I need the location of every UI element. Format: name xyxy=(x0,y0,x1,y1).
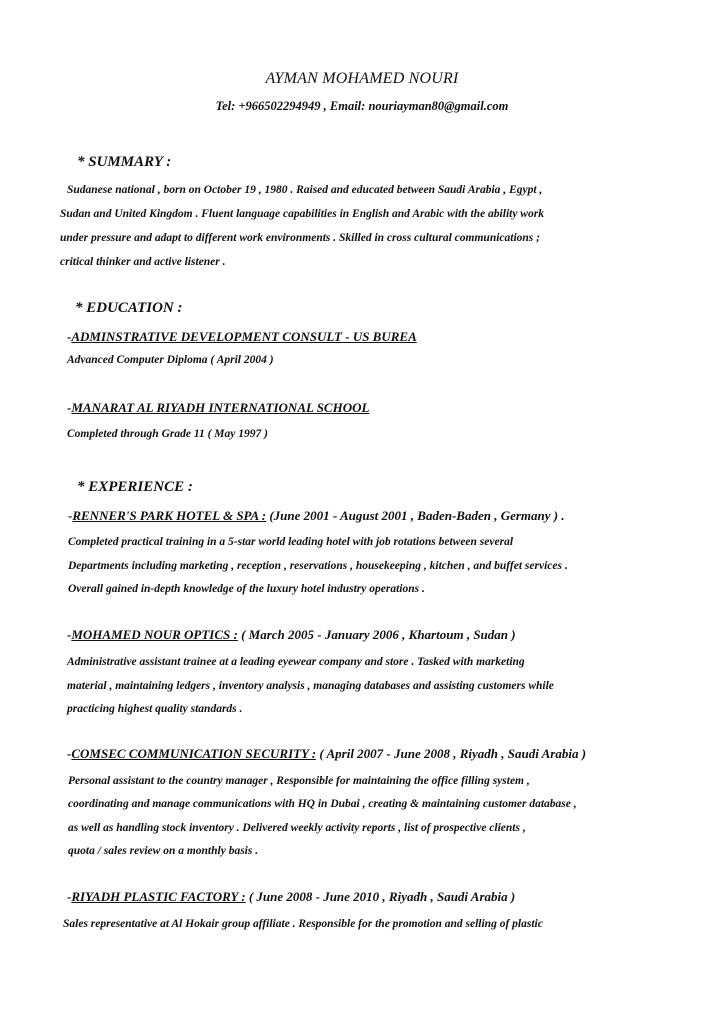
experience-entry-title xyxy=(68,508,565,524)
summary-line: Sudan and United Kingdom . Fluent language capabilities in English and Arabic with the ability work xyxy=(60,208,544,220)
candidate-name: AYMAN MOHAMED NOURI xyxy=(265,70,459,87)
employment-period: ( March 2005 - January 2006 , Khartoum , Sudan ) xyxy=(237,627,516,642)
employer-name: RIYADH PLASTIC FACTORY : xyxy=(71,889,246,904)
employer-name: MOHAMED NOUR OPTICS : xyxy=(71,627,238,642)
institution-name: ADMINSTRATIVE DEVELOPMENT CONSULT - US BUREA xyxy=(71,329,417,344)
experience-line: material , maintaining ledgers , inventory analysis , managing databases and assisting customers while xyxy=(67,680,554,692)
summary-heading: * SUMMARY : xyxy=(77,154,172,170)
entry-prefix: - xyxy=(67,746,72,761)
employment-period: ( April 2007 - June 2008 , Riyadh , Saudi Arabia ) xyxy=(316,746,587,761)
entry-prefix: - xyxy=(67,329,72,344)
summary-line: under pressure and adapt to different work environments . Skilled in cross cultural communications ; xyxy=(60,232,540,244)
experience-line: Completed practical training in a 5-star world leading hotel with job rotations between several xyxy=(68,536,514,548)
experience-entry-title xyxy=(67,889,515,905)
experience-line: as well as handling stock inventory . Delivered weekly activity reports , list of prospective clients , xyxy=(68,822,526,834)
entry-prefix: - xyxy=(67,627,72,642)
experience-line: coordinating and manage communications with HQ in Dubai , creating & maintaining customer database , xyxy=(68,798,577,810)
experience-line: Administrative assistant trainee at a leading eyewear company and store . Tasked with marketing xyxy=(67,656,525,668)
education-heading: * EDUCATION : xyxy=(75,300,183,316)
employer-name: COMSEC COMMUNICATION SECURITY : xyxy=(71,746,317,761)
employment-period: (June 2001 - August 2001 , Baden-Baden , Germany ) . xyxy=(266,508,565,523)
entry-prefix: - xyxy=(68,508,73,523)
institution-name: MANARAT AL RIYADH INTERNATIONAL SCHOOL xyxy=(71,400,370,415)
employer-name: RENNER'S PARK HOTEL & SPA : xyxy=(72,508,267,523)
experience-line: practicing highest quality standards . xyxy=(67,703,243,715)
education-entry-title xyxy=(67,329,417,345)
entry-prefix: - xyxy=(67,889,72,904)
summary-line: critical thinker and active listener . xyxy=(60,256,226,268)
experience-entry-title xyxy=(67,746,586,762)
experience-line: quota / sales review on a monthly basis . xyxy=(68,845,259,857)
experience-heading: * EXPERIENCE : xyxy=(77,479,193,495)
summary-line: Sudanese national , born on October 19 , 1980 . Raised and educated between Saudi Arabia , Egypt , xyxy=(67,184,543,196)
experience-line: Sales representative at Al Hokair group affiliate . Responsible for the promotion and selling of plastic xyxy=(63,918,543,930)
experience-entry-title xyxy=(67,627,516,643)
education-detail: Advanced Computer Diploma ( April 2004 ) xyxy=(67,354,274,366)
experience-line: Departments including marketing , reception , reservations , housekeeping , kitchen , and buffet services . xyxy=(68,560,568,572)
experience-line: Overall gained in-depth knowledge of the luxury hotel industry operations . xyxy=(68,583,425,595)
education-detail: Completed through Grade 11 ( May 1997 ) xyxy=(67,428,268,440)
education-entry-title xyxy=(67,400,369,416)
employment-period: ( June 2008 - June 2010 , Riyadh , Saudi Arabia ) xyxy=(245,889,516,904)
contact-info: Tel: +966502294949 , Email: nouriayman80@gmail.com xyxy=(215,99,509,113)
entry-prefix: - xyxy=(67,400,72,415)
experience-line: Personal assistant to the country manager , Responsible for maintaining the office filling system , xyxy=(68,775,530,787)
